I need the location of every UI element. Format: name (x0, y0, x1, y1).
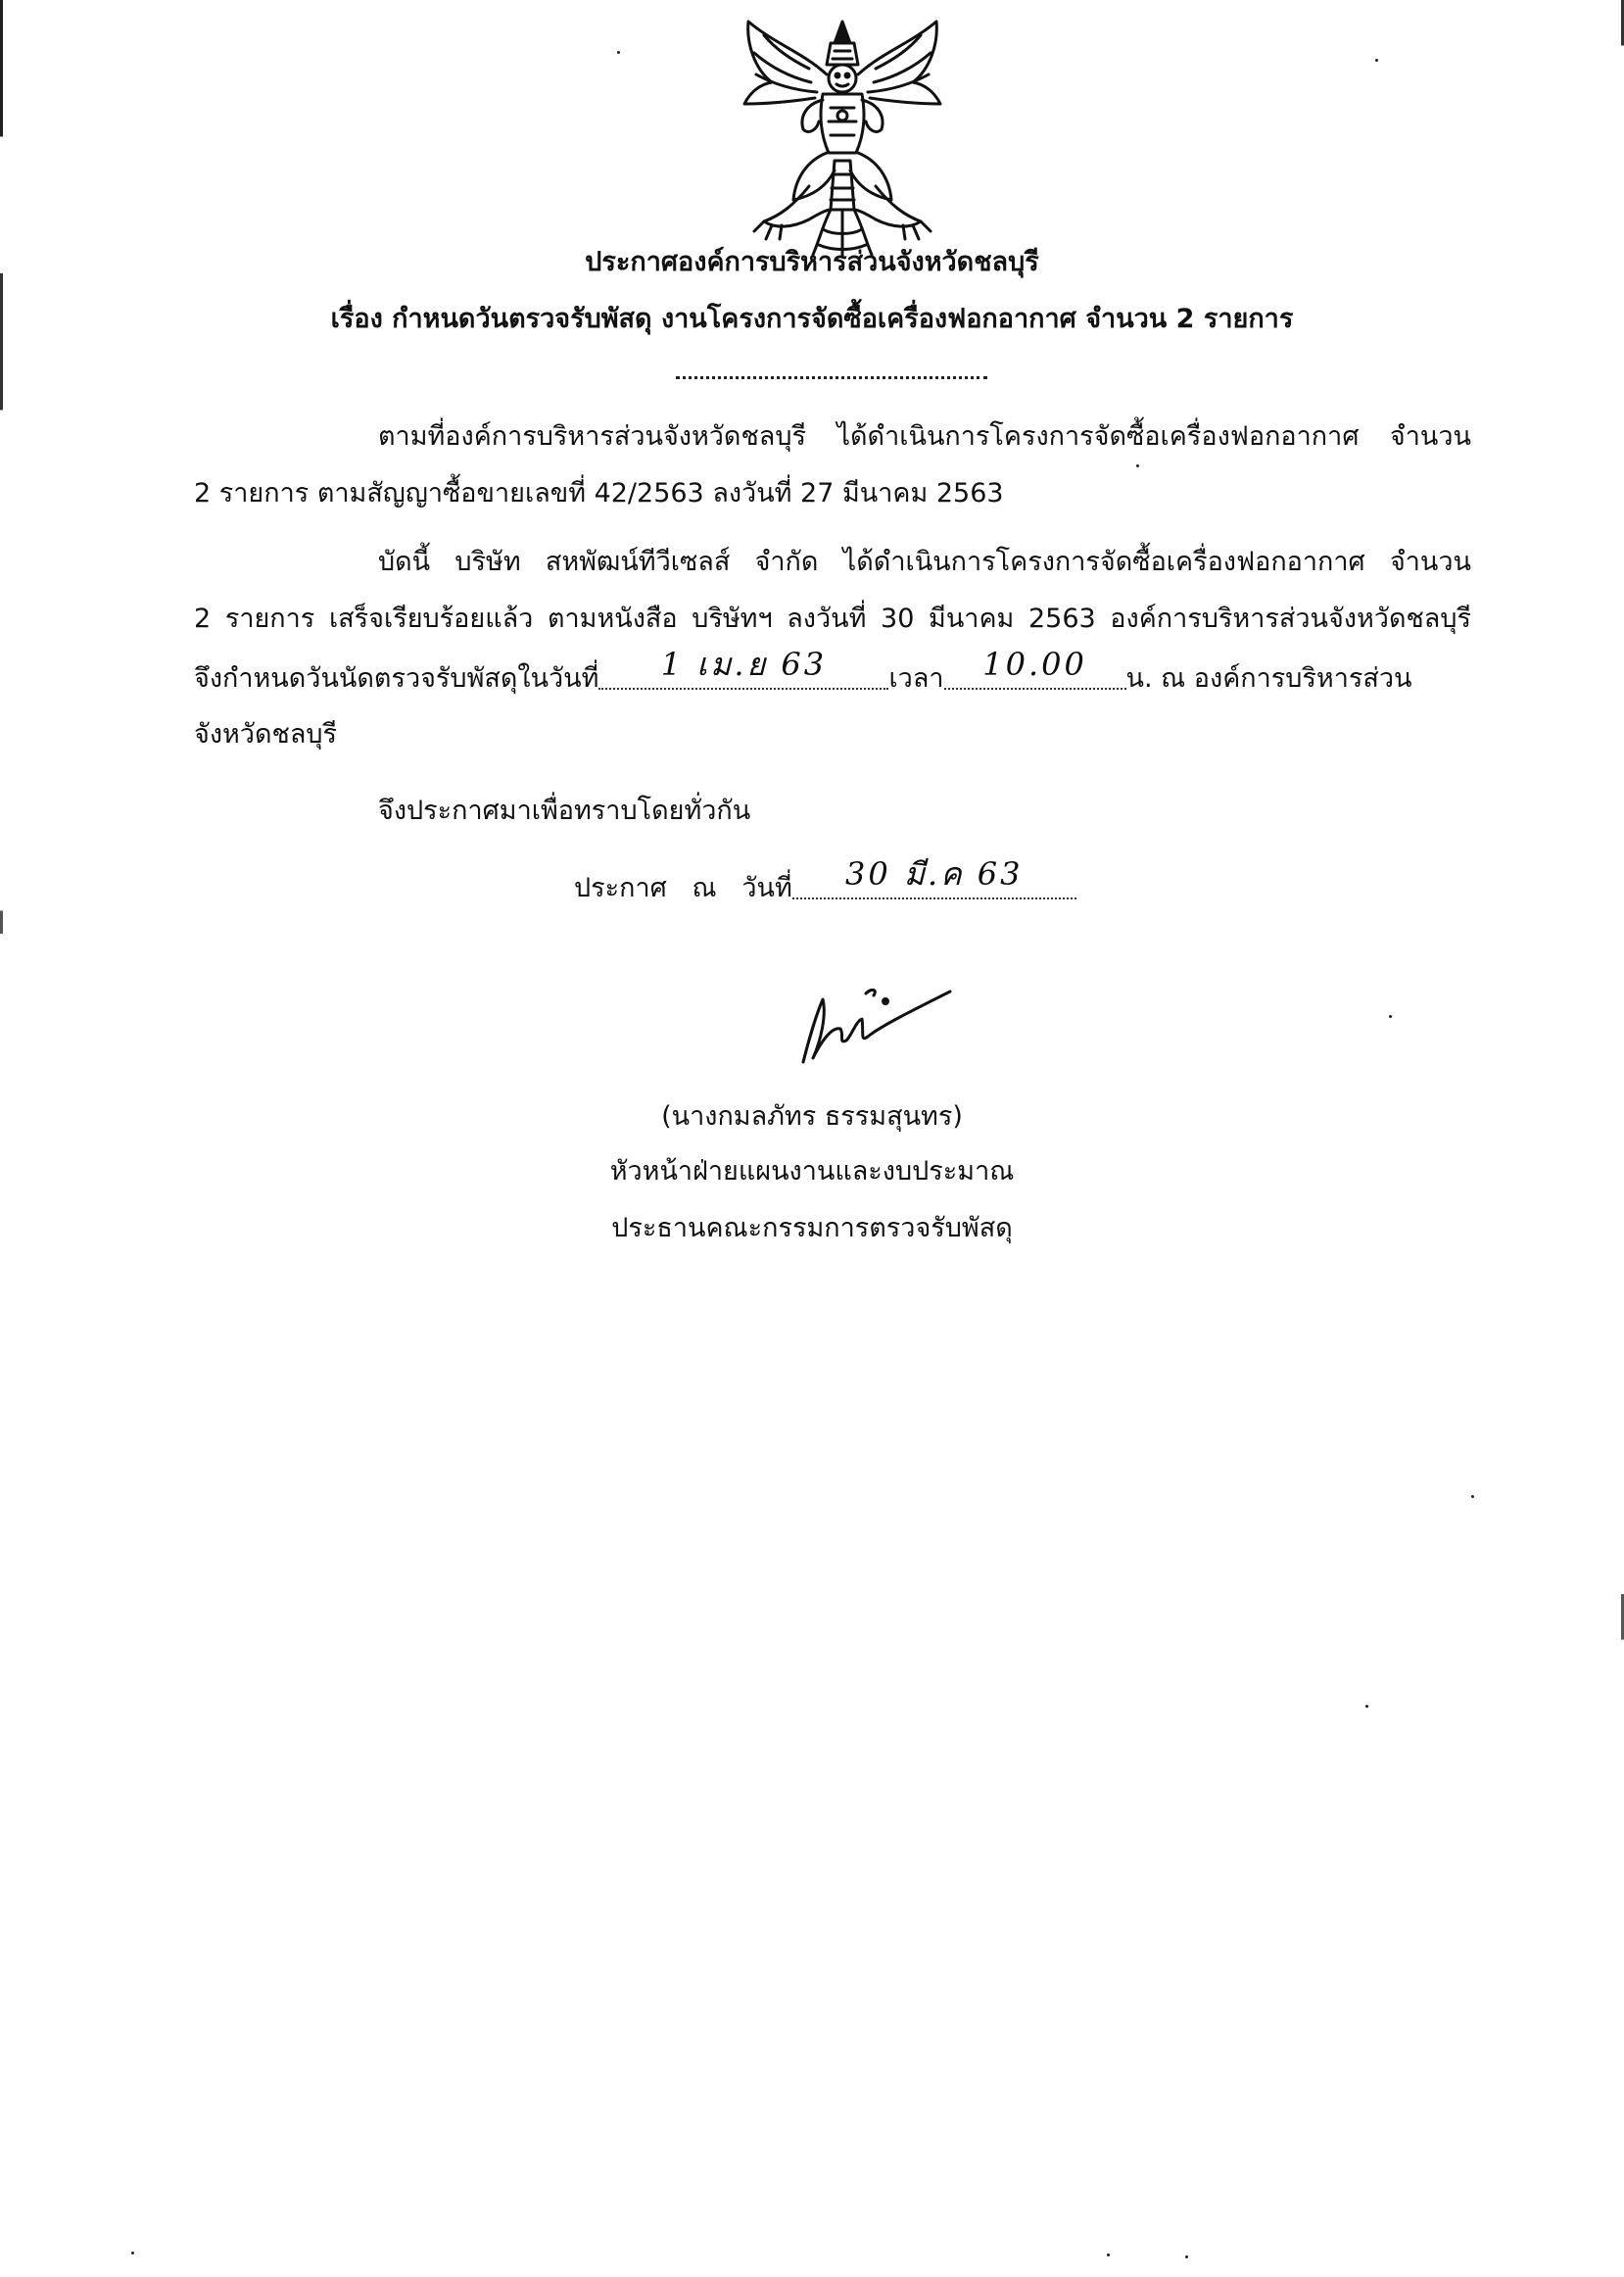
announce-date-label: วันที่ (741, 873, 792, 903)
garuda-emblem-icon (725, 14, 960, 261)
scan-speck (131, 2252, 134, 2254)
signatory-position-1: หัวหน้าฝ่ายแผนงานและงบประมาณ (609, 1156, 1015, 1187)
scan-speck (1389, 1015, 1392, 1018)
document-subject: เรื่อง กำหนดวันตรวจรับพัสดุ งานโครงการจัดซื้อเครื่องฟอกอากาศ จำนวน 2 รายการ (330, 304, 1294, 334)
signatory-position-2: ประธานคณะกรรมการตรวจรับพัสดุ (611, 1213, 1013, 1243)
title-separator (676, 376, 987, 379)
scan-speck (1185, 2255, 1188, 2258)
signatory-name: (นางกมลภัทร ธรรมสุนทร) (661, 1101, 963, 1132)
paragraph-2-line-4: จังหวัดชลบุรี (194, 719, 338, 750)
announce-label: ประกาศ (574, 873, 667, 903)
inspection-time-handwritten: 10.00 (982, 646, 1087, 683)
scan-speck (1471, 1495, 1474, 1498)
announce-date-field (792, 855, 1076, 899)
schedule-suffix: น. ณ องค์การบริหารส่วน (1125, 663, 1412, 694)
schedule-prefix: จึงกำหนดวันนัดตรวจรับพัสดุในวันที่ (194, 663, 599, 694)
inspection-time-field (944, 646, 1126, 690)
scan-speck (617, 51, 620, 54)
paragraph-1-line-1: ตามที่องค์การบริหารส่วนจังหวัดชลบุรี ได้ดำเนินการโครงการจัดซื้อเครื่องฟอกอากาศ จำนวน (378, 421, 1471, 452)
inspection-date-field (598, 646, 888, 690)
paragraph-2-line-2: 2 รายการ เสร็จเรียบร้อยแล้ว ตามหนังสือ บริษัทฯ ลงวันที่ 30 มีนาคม 2563 องค์การบริหารส่วนจังหวัดชลบุรี (194, 604, 1471, 634)
document-title: ประกาศองค์การบริหารส่วนจังหวัดชลบุรี (585, 247, 1039, 277)
handwritten-signature-icon (784, 980, 960, 1078)
scan-speck (1136, 464, 1139, 467)
scan-speck (1107, 2253, 1110, 2256)
scan-speck (1365, 1705, 1368, 1708)
announce-at: ณ (692, 873, 717, 903)
announcement-date-line (574, 855, 1076, 906)
inspection-date-handwritten: 1 เม.ย 63 (660, 646, 828, 683)
announce-date-handwritten: 30 มี.ค 63 (845, 855, 1024, 893)
scan-edge-left (0, 0, 3, 2277)
closing-statement: จึงประกาศมาเพื่อทราบโดยทั่วกัน (378, 796, 751, 826)
time-label: เวลา (888, 663, 944, 694)
scan-speck (1375, 59, 1378, 62)
paragraph-1-line-2: 2 รายการ ตามสัญญาซื้อขายเลขที่ 42/2563 ลงวันที่ 27 มีนาคม 2563 (194, 478, 1004, 509)
paragraph-2-line-1: บัดนี้ บริษัท สหพัฒน์ทีวีเซลส์ จำกัด ได้ดำเนินการโครงการจัดซื้อเครื่องฟอกอากาศ จำนวน (378, 547, 1471, 577)
paragraph-2-line-3 (194, 646, 1412, 697)
